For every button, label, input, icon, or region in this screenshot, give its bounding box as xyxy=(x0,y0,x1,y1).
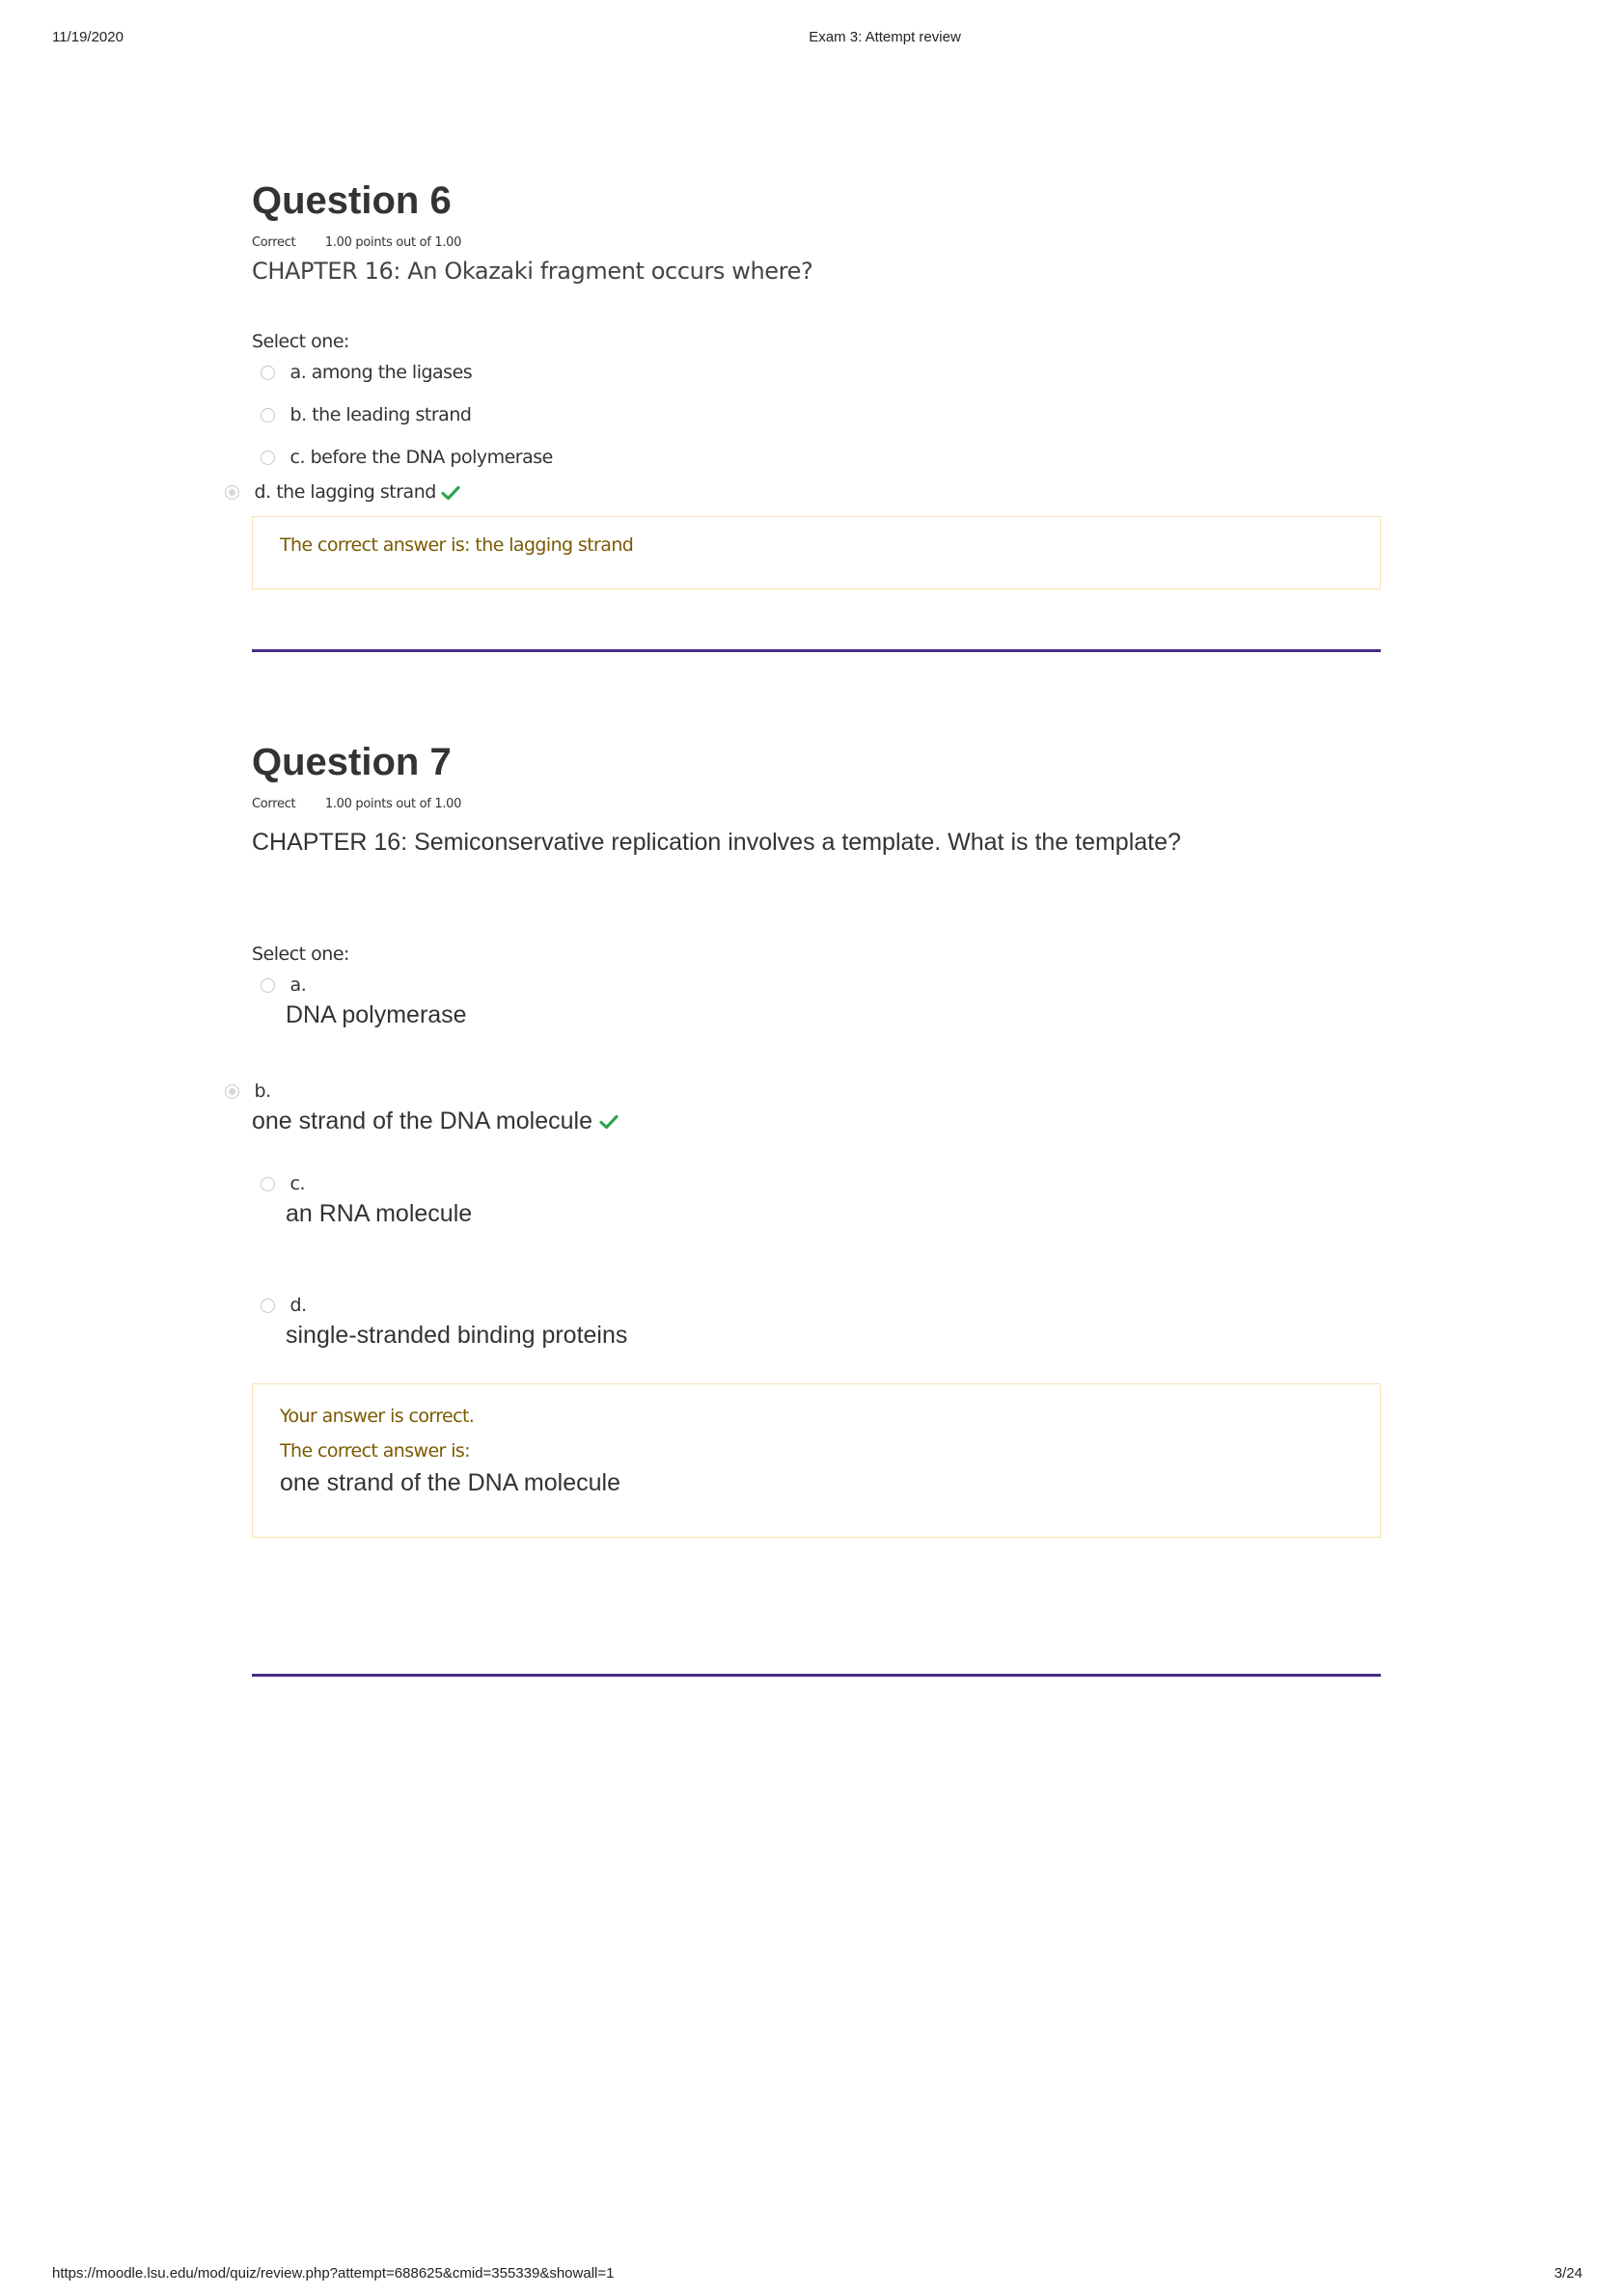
radio-icon[interactable] xyxy=(261,408,275,423)
radio-icon[interactable] xyxy=(261,1177,275,1191)
question-points: 1.00 points out of 1.00 xyxy=(324,797,462,811)
question-7 xyxy=(252,737,1381,1538)
option-text: the leading strand xyxy=(312,404,472,425)
option-text: one strand of the DNA molecule xyxy=(252,1107,592,1134)
question-text: CHAPTER 16: Semiconservative replication involves a template. What is the template? xyxy=(252,829,1181,856)
radio-icon[interactable] xyxy=(261,451,275,465)
answer-option-a[interactable] xyxy=(261,362,1381,391)
radio-icon[interactable] xyxy=(261,1298,275,1313)
question-points: 1.00 points out of 1.00 xyxy=(324,235,462,250)
option-letter: d. xyxy=(254,481,271,503)
answer-option-a[interactable] xyxy=(261,974,1381,1059)
radio-icon[interactable] xyxy=(225,485,239,500)
select-one-label: Select one: xyxy=(252,943,349,965)
print-page-number: 3/24 xyxy=(1554,2265,1582,2282)
print-date: 11/19/2020 xyxy=(52,29,124,45)
question-meta xyxy=(252,797,1381,811)
option-letter: a. xyxy=(289,974,307,996)
option-text: an RNA molecule xyxy=(286,1200,473,1227)
option-text: DNA polymerase xyxy=(286,1001,467,1028)
check-icon xyxy=(441,485,460,501)
correct-answer-text: The correct answer is: the lagging strand xyxy=(280,534,634,556)
option-text: among the ligases xyxy=(311,362,473,383)
radio-icon[interactable] xyxy=(261,978,275,993)
option-letter: c. xyxy=(289,1173,306,1194)
select-one-label: Select one: xyxy=(252,331,349,352)
answer-option-b[interactable] xyxy=(261,404,1381,433)
question-title: Question 6 xyxy=(252,179,452,222)
option-letter: c. xyxy=(289,447,306,468)
option-text: the lagging strand xyxy=(276,481,436,503)
correct-answer-label: The correct answer is: xyxy=(280,1440,470,1462)
answer-option-b[interactable] xyxy=(225,1080,1381,1173)
option-letter: d. xyxy=(289,1295,307,1316)
option-letter: a. xyxy=(289,362,307,383)
question-6 xyxy=(252,176,1381,589)
option-text: before the DNA polymerase xyxy=(310,447,553,468)
answer-option-c[interactable] xyxy=(261,1173,1381,1266)
question-text: CHAPTER 16: An Okazaki fragment occurs where? xyxy=(252,258,813,285)
question-divider xyxy=(252,1674,1381,1677)
print-url: https://moodle.lsu.edu/mod/quiz/review.php?attempt=688625&cmid=355339&showall=1 xyxy=(52,2265,615,2282)
option-letter: b. xyxy=(289,404,307,425)
check-icon xyxy=(599,1114,619,1130)
question-status: Correct xyxy=(252,235,296,250)
radio-icon[interactable] xyxy=(261,366,275,380)
question-title: Question 7 xyxy=(252,741,452,783)
answer-option-d[interactable] xyxy=(225,481,1381,505)
answer-option-c[interactable] xyxy=(261,447,1381,468)
question-divider xyxy=(252,649,1381,652)
answer-option-d[interactable] xyxy=(261,1295,1381,1368)
your-answer-text: Your answer is correct. xyxy=(280,1406,475,1427)
print-title: Exam 3: Attempt review xyxy=(809,29,961,45)
correct-answer-text: one strand of the DNA molecule xyxy=(280,1469,620,1496)
feedback-box xyxy=(252,1383,1381,1538)
option-text: single-stranded binding proteins xyxy=(286,1322,628,1349)
option-letter: b. xyxy=(254,1080,271,1102)
question-meta xyxy=(252,235,1381,250)
question-status: Correct xyxy=(252,797,296,811)
feedback-box xyxy=(252,516,1381,589)
radio-icon[interactable] xyxy=(225,1084,239,1099)
